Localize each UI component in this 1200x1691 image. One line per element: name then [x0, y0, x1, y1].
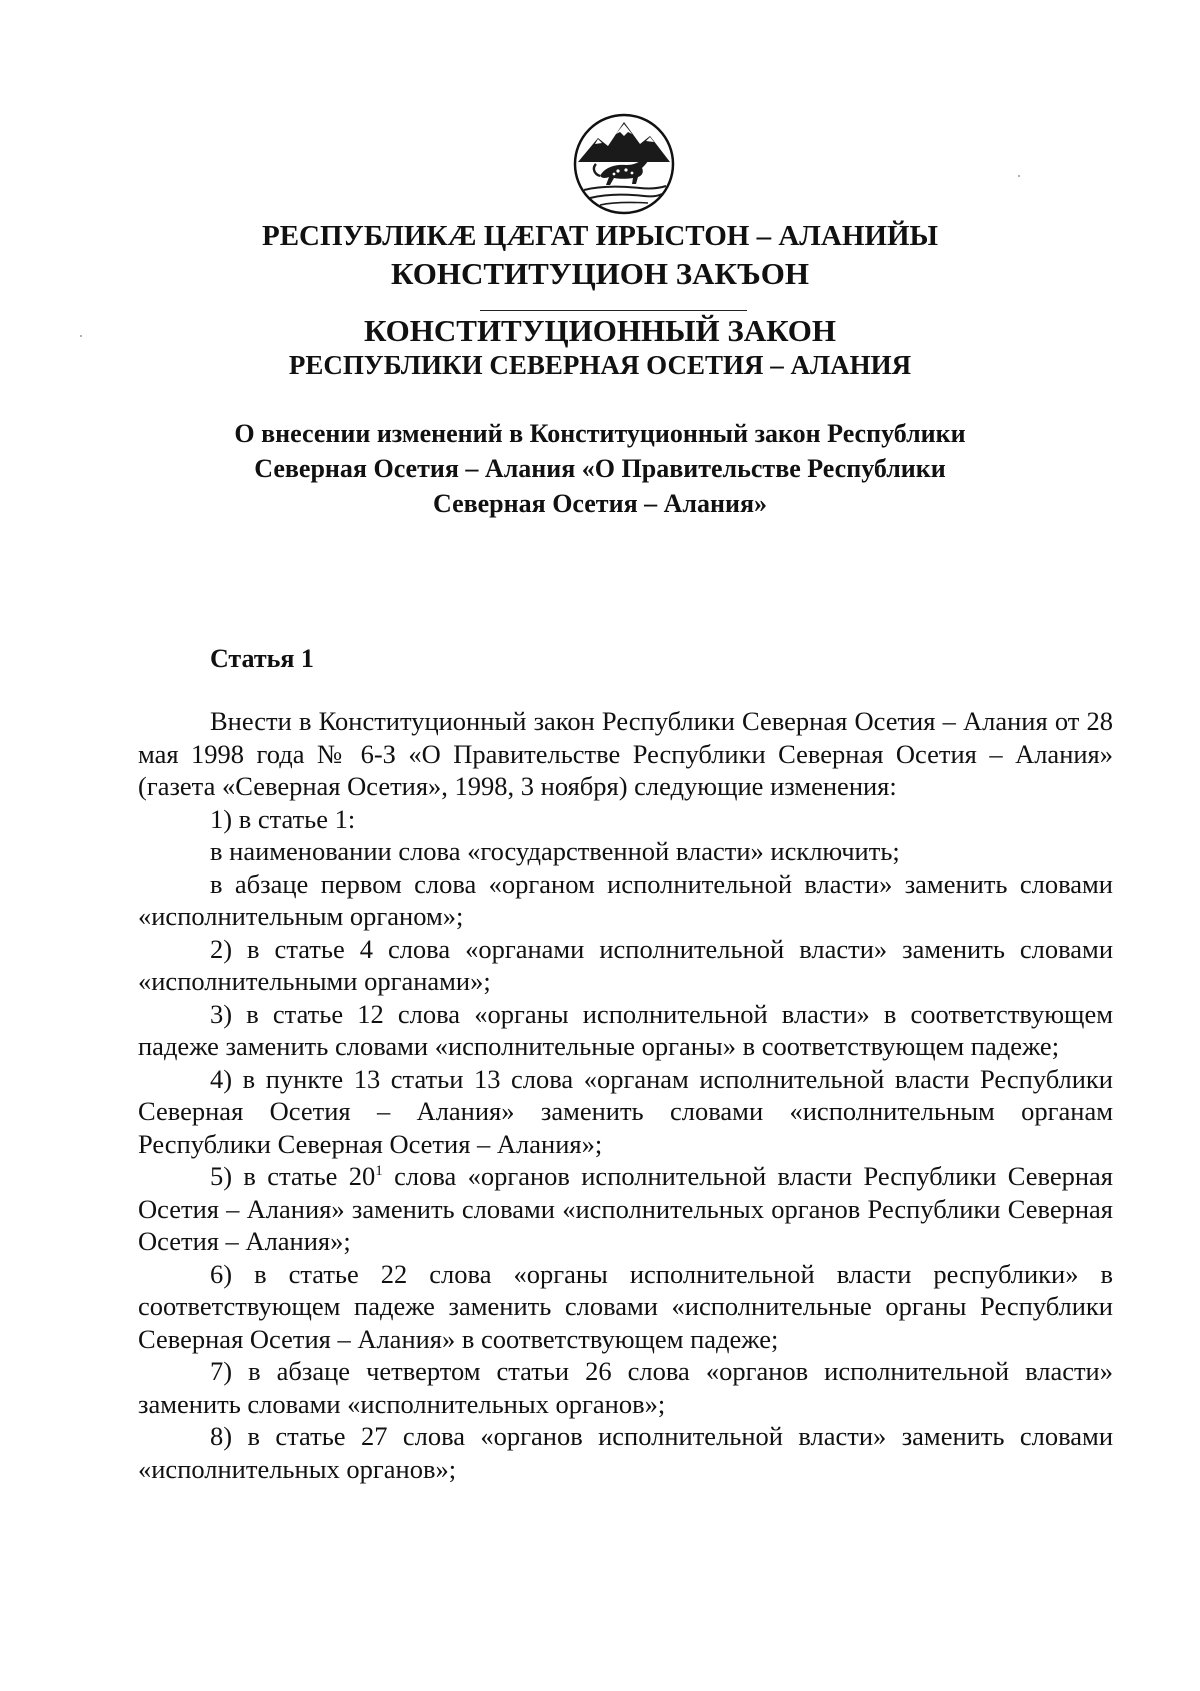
amendment-item-5-rest: слова «органов исполнительной власти Республики Северная Осетия – Алания» заменить словами «исполнительных органов Республики Северная Осетия – Алания»; — [138, 1161, 1113, 1256]
header-ossetian-law-type: КОНСТИТУЦИОН ЗАКЪОН — [391, 256, 809, 291]
coat-of-arms-emblem — [570, 112, 678, 216]
amendment-item-5-start: 5) в статье 20 — [210, 1161, 376, 1191]
header-law-type: КОНСТИТУЦИОННЫЙ ЗАКОН — [363, 313, 837, 348]
amendment-item-5-superscript: 1 — [375, 1163, 383, 1180]
header-ossetian-republic: РЕСПУБЛИКÆ ЦÆГАТ ИРЫСТОН – АЛАНИЙЫ — [262, 220, 938, 252]
scan-speck — [80, 335, 82, 337]
amendment-item-3: 3) в статье 12 слова «органы исполнительной власти» в соответствующем падеже заменить словами «исполнительные органы» в соответствующем падеже; — [138, 998, 1113, 1061]
law-title-line-2: Северная Осетия – Алания «О Правительстве Республики — [254, 454, 946, 483]
article-body — [138, 705, 1113, 1485]
amendment-item-1a: в наименовании слова «государственной власти» исключить; — [210, 836, 900, 866]
law-title-line-1: О внесении изменений в Конституционный закон Республики — [234, 419, 966, 448]
header-divider — [480, 310, 747, 311]
amendment-item-8: 8) в статье 27 слова «органов исполнительной власти» заменить словами «исполнительных органов»; — [138, 1421, 1113, 1484]
article-heading: Статья 1 — [210, 644, 314, 673]
scan-speck — [1018, 175, 1020, 177]
amendment-item-5 — [138, 1160, 1113, 1258]
header-republic: РЕСПУБЛИКИ СЕВЕРНАЯ ОСЕТИЯ – АЛАНИЯ — [288, 350, 912, 380]
amendment-item-7: 7) в абзаце четвертом статьи 26 слова «органов исполнительной власти» заменить словами «исполнительных органов»; — [138, 1356, 1113, 1419]
amendment-item-1: 1) в статье 1: — [210, 803, 356, 834]
amendment-item-4: 4) в пункте 13 статьи 13 слова «органам исполнительной власти Республики Северная Осетия – Алания» заменить словами «исполнительным органам Республики Северная Осетия – Алания»; — [138, 1063, 1113, 1159]
article-intro: Внести в Конституционный закон Республики Северная Осетия – Алания от 28 мая 1998 года № 6-З «О Правительстве Республики Северная Осетия – Алания» (газета «Северная Осетия», 1998, 3 ноября) следующие изменения: — [138, 706, 1113, 801]
law-title — [0, 416, 1200, 521]
amendment-item-2: 2) в статье 4 слова «органами исполнительной власти» заменить словами «исполнительными органами»; — [138, 933, 1113, 996]
law-title-line-3: Северная Осетия – Алания» — [432, 489, 768, 518]
amendment-item-1b: в абзаце первом слова «органом исполнительной власти» заменить словами «исполнительным органом»; — [138, 868, 1113, 931]
amendment-item-6: 6) в статье 22 слова «органы исполнительной власти республики» в соответствующем падеже заменить словами «исполнительные органы Республики Северная Осетия – Алания» в соответствующем падеже; — [138, 1258, 1113, 1354]
